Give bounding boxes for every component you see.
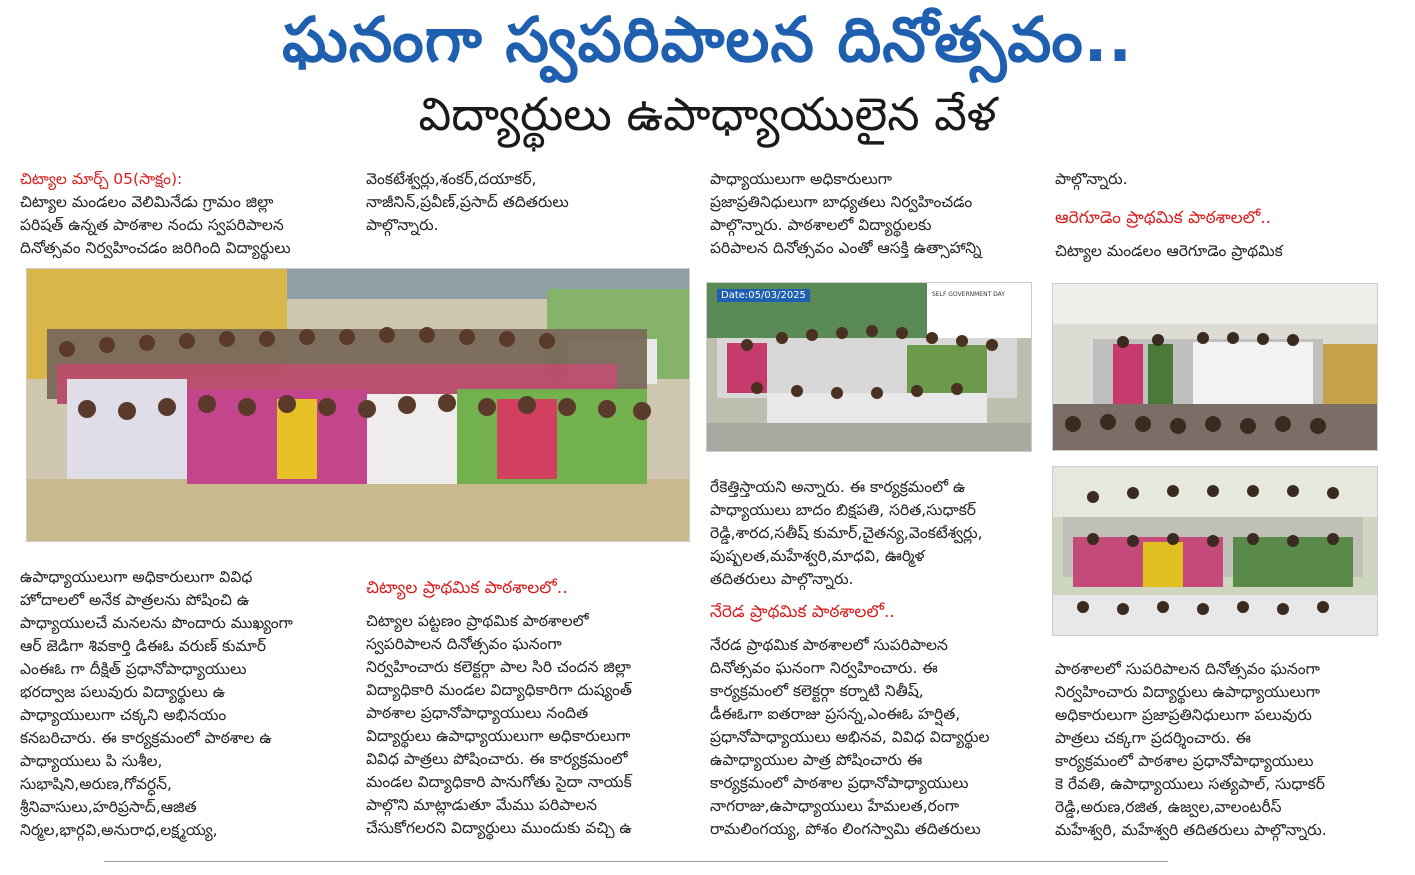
photo-illustration: [27, 269, 689, 541]
text-line: భరద్వాజ పలువురు విద్యార్థులు ఉ: [20, 683, 226, 701]
text-line: రెడ్డి,శారద,సతీష్ కుమార్,చైతన్య,వెంకటేశ్వర్లు,: [710, 524, 983, 542]
text-line: ఉపాధ్యాయులుగా అధికారులుగా వివిధ: [20, 568, 253, 586]
text-line: తదితరులు పాల్గొన్నారు.: [710, 570, 854, 588]
text-line: దినోత్సవం నిర్వహించడం జరిగింది విద్యార్థులు: [20, 239, 291, 257]
text-line: పరిపాలన దినోత్సవం ఎంతో ఆసక్తి ఉత్సాహాన్ని: [710, 239, 982, 257]
text-line: విద్యాధికారి మండల విద్యాధికారిగా దుష్యంత్: [366, 681, 632, 699]
col4-top-text: [1055, 168, 1128, 191]
subheadline: విద్యార్థులు ఉపాధ్యాయులైన వేళ: [418, 87, 997, 141]
col2-bottom-text: [366, 610, 632, 840]
col2-top-text: [366, 168, 569, 237]
text-line: ఉపాధ్యాయుల పాత్ర పోషించారు ఈ: [710, 751, 923, 769]
text-line: రామలింగయ్య, పోశం లింగస్వామి తదితరులు: [710, 820, 981, 838]
text-line: సుభాషిని,అరుణ,గోవర్ధన్,: [20, 775, 172, 793]
group-photo-neredu: [706, 282, 1032, 452]
text-line: కనబరిచారు. ఈ కార్యక్రమంలో పాఠశాల ఉ: [20, 729, 272, 747]
text-line: ప్రజాప్రతినిధులుగా బాధ్యతలు నిర్వహించడం: [710, 193, 973, 211]
photo-illustration: [1053, 467, 1377, 635]
text-line: రెడ్డి,అరుణ,రజిత, ఉజ్వల,వాలంటరీస్: [1055, 798, 1282, 816]
dateline: చిట్యాల మార్చ్ 05(సాక్షం):: [20, 170, 183, 188]
text-line: పాల్గొన్నారు. పాఠశాలలో విద్యార్థులకు: [710, 216, 932, 234]
col3-mid-text: [710, 476, 983, 591]
group-photo-main: [26, 268, 690, 542]
text-line: వెంకటేశ్వర్లు,శంకర్,దయాకర్,: [366, 170, 537, 188]
text-line: పాల్గొని మాట్లాడుతూ మేము పరిపాలన: [366, 796, 597, 814]
text-line: చిట్యాల మండలం ఆరెగూడెం ప్రాథమిక: [1055, 242, 1283, 260]
section-heading-neredu: నేరెడ ప్రాథమిక పాఠశాలలో..: [710, 602, 895, 622]
text-line: డీఈఓగా ఐతరాజు ప్రసన్న,ఎంఈఓ హర్షిత,: [710, 705, 961, 723]
text-line: పాల్గొన్నారు.: [1055, 170, 1128, 188]
text-line: వివిధ పాత్రలు పోషించారు. ఈ కార్యక్రమంలో: [366, 750, 628, 768]
text-line: కార్యక్రమంలో కలెక్టర్గా కర్నాటి నితీష్,: [710, 682, 924, 700]
text-line: మహేశ్వరి, మహేశ్వరి తదితరులు పాల్గొన్నారు.: [1055, 821, 1327, 839]
text-line: శ్రీనివాసులు,హరిప్రసాద్,ఆజిత: [20, 798, 197, 816]
text-line: నిర్మల,భార్గవి,అనురాధ,లక్ష్మయ్య,: [20, 821, 218, 839]
col4-bottom-text: [1055, 658, 1327, 842]
text-line: పాఠశాల ప్రధానోపాధ్యాయులు నందిత: [366, 704, 589, 722]
text-line: దినోత్సవం ఘనంగా నిర్వహించారు. ఈ: [710, 659, 938, 677]
text-line: పరిషత్ ఉన్నత పాఠశాల నందు స్వపరిపాలన: [20, 216, 284, 234]
bottom-divider: [104, 861, 1168, 862]
text-line: పాధ్యాయులు బాదం బిక్షపతి, సరిత,సుధాకర్: [710, 501, 976, 519]
text-line: రేకెత్తిస్తాయని అన్నారు. ఈ కార్యక్రమంలో ఉ: [710, 478, 966, 496]
col4-lead-text: [1055, 240, 1283, 263]
text-line: కె రేవతి, ఉపాధ్యాయులు సత్యపాల్, సుధాకర్: [1055, 775, 1325, 793]
col3-bottom-text: [710, 634, 989, 841]
photo-illustration: [707, 283, 1031, 451]
photo-illustration: [1053, 284, 1377, 450]
text-line: స్వపరిపాలన దినోత్సవం ఘనంగా: [366, 635, 562, 653]
text-line: చేసుకోగలరని విద్యార్థులు ముందుకు వచ్చి ఉ: [366, 819, 632, 837]
col1-bottom-text: [20, 566, 293, 842]
text-line: పాల్గొన్నారు.: [366, 216, 439, 234]
text-line: పాధ్యాయులుగా అధికారులుగా: [710, 170, 893, 188]
text-line: చిట్యాల మండలం వెలిమినేడు గ్రామం జిల్లా: [20, 193, 274, 211]
col1-top-text: [20, 168, 291, 260]
text-line: పాధ్యాయులుగా చక్కని అభినయం: [20, 706, 227, 724]
text-line: కార్యక్రమంలో పాఠశాల ప్రధానోపాధ్యాయులు: [710, 774, 969, 792]
photo-banner-text: SELF GOVERNMENT DAY: [932, 291, 1005, 298]
text-line: అధికారులుగా ప్రజాప్రతినిధులుగా పలువురు: [1055, 706, 1312, 724]
group-photo-aregudem: [1052, 466, 1378, 636]
text-line: ఆర్ జెడిగా శివకార్తి డిఈఓ వరుణ్ కుమార్: [20, 637, 267, 655]
text-line: పాధ్యాయులు పి సుశీల,: [20, 752, 163, 770]
text-line: కార్యక్రమంలో పాఠశాల ప్రధానోపాధ్యాయులు: [1055, 752, 1314, 770]
text-line: మండల విద్యాధికారి పానుగోతు సైదా నాయక్: [366, 773, 632, 791]
headline: ఘనంగా స్వపరిపాలన దినోత్సవం..: [282, 3, 1133, 76]
text-line: చిట్యాల పట్టణం ప్రాథమిక పాఠశాలలో: [366, 612, 589, 630]
col3-top-text: [710, 168, 981, 260]
text-line: ప్రధానోపాధ్యాయులు అభినవ, వివిధ విద్యార్థుల: [710, 728, 990, 746]
text-line: నిర్వహించారు కలెక్టర్గా పాల సిరి చందన జిల్లా: [366, 658, 631, 676]
text-line: నాజీనిన్,ప్రవీణ్,ప్రసాద్ తదితరులు: [366, 193, 569, 211]
section-heading-chityala: చిట్యాల ప్రాథమిక పాఠశాలలో..: [366, 578, 568, 598]
text-line: పుష్పలత,మహేశ్వరి,మాధవి, ఊర్మిళ: [710, 547, 925, 565]
text-line: విద్యార్థులు ఉపాధ్యాయులుగా అధికారులుగా: [366, 727, 631, 745]
text-line: పాఠశాలలో సుపరిపాలన దినోత్సవం ఘనంగా: [1055, 660, 1320, 678]
section-heading-aregudem: ఆరెగూడెం ప్రాథమిక పాఠశాలలో..: [1055, 208, 1272, 228]
classroom-photo-aregudem: [1052, 283, 1378, 451]
text-line: ఎంఈఓ గా దీక్షిత్ ప్రధానోపాధ్యాయులు: [20, 660, 247, 678]
text-line: హోదాలలో అనేక పాత్రలను పోషించి ఉ: [20, 591, 250, 609]
text-line: పాధ్యాయులచే మనలను పొందారు ముఖ్యంగా: [20, 614, 293, 632]
text-line: పాత్రలు చక్కగా ప్రదర్శించారు. ఈ: [1055, 729, 1251, 747]
photo-date-stamp: Date:05/03/2025: [717, 289, 810, 302]
text-line: నిర్వహించారు విద్యార్థులు ఉపాధ్యాయులుగా: [1055, 683, 1321, 701]
text-line: నాగరాజు,ఉపాధ్యాయులు హేమలత,రంగా: [710, 797, 959, 815]
text-line: నేరడ ప్రాథమిక పాఠశాలలో సుపరిపాలన: [710, 636, 948, 654]
